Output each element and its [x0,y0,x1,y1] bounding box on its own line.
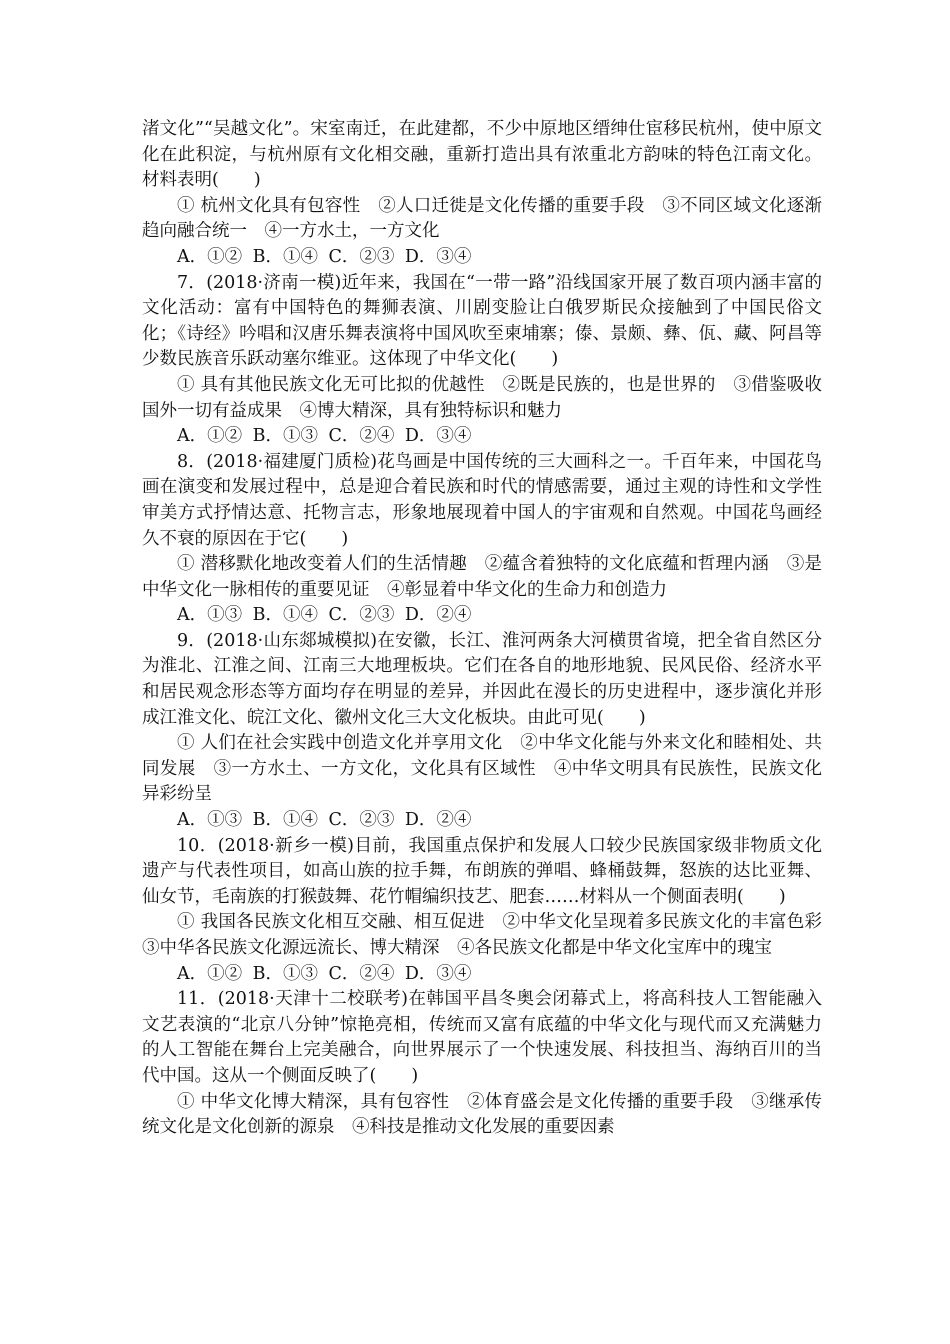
q6-choice-a: A．①② [177,246,243,267]
q9-choice-b: B．①④ [252,810,319,831]
q11-stem: 11．(2018·天津十二校联考)在韩国平昌冬奥会闭幕式上，将高科技人工智能融入文艺表演的“北京八分钟”惊艳亮相，传统而又富有底蕴的中华文化与现代而又充满魅力的人工智能在舞台上完美融合，向世界展示了一个快速发展、科技担当、海纳百川的当代中国。这从一个侧面反映了( ) [142,989,822,1086]
q9-choice-d: D．②④ [404,810,472,831]
q10-choice-a: A．①② [177,963,243,984]
q6-stem-tail: 渚文化”“吴越文化”。宋室南迁，在此建都，不少中原地区缙绅仕宦移民杭州，使中原文化在此积淀，与杭州原有文化相交融，重新打造出具有浓重北方韵味的特色江南文化。材料表明( ) [142,119,822,191]
q6-answer-choices [142,245,822,271]
q7-choice-c: C．②④ [328,426,395,447]
q8-choice-b: B．①④ [252,605,319,626]
q6-choice-d: D．③④ [404,246,472,267]
q6-options: ① 杭州文化具有包容性 ②人口迁徙是文化传播的重要手段 ③不同区域文化逐渐趋向融合统一 ④一方水土，一方文化 [142,195,822,242]
q8-choice-d: D．②④ [404,605,472,626]
q6-choice-b: B．①④ [252,246,319,267]
q10-choice-c: C．②④ [328,963,395,984]
q9-answer-choices [142,808,822,834]
q9-stem: 9．(2018·山东郯城模拟)在安徽，长江、淮河两条大河横贯省境，把全省自然区分为淮北、江淮之间、江南三大地理板块。它们在各自的地形地貌、民风民俗、经济水平和居民观念形态等方面均存在明显的差异，并因此在漫长的历史进程中，逐步演化并形成江淮文化、皖江文化、徽州文化三大文化板块。由此可见( ) [142,630,822,728]
q8-choice-c: C．②③ [328,605,395,626]
q9-options: ① 人们在社会实践中创造文化并享用文化 ②中华文化能与外来文化和睦相处、共同发展 ③一方水土、一方文化，文化具有区域性 ④中华文明具有民族性，民族文化异彩纷呈 [142,733,822,805]
q10-options: ① 我国各民族文化相互交融、相互促进 ②中华文化呈现着多民族文化的丰富色彩 ③中华各民族文化源远流长、博大精深 ④各民族文化都是中华文化宝库中的瑰宝 [142,912,840,958]
q9-choice-c: C．②③ [328,810,395,831]
q7-options: ① 具有其他民族文化无可比拟的优越性 ②既是民族的，也是世界的 ③借鉴吸收国外一切有益成果 ④博大精深，具有独特标识和魅力 [142,374,822,421]
q7-choice-b: B．①③ [252,426,319,447]
q9-choice-a: A．①③ [177,810,243,831]
q10-choice-b: B．①③ [252,963,319,984]
q8-answer-choices [142,603,822,629]
q7-answer-choices [142,424,822,450]
q11-options: ① 中华文化博大精深，具有包容性 ②体育盛会是文化传播的重要手段 ③继承传统文化是文化创新的源泉 ④科技是推动文化发展的重要因素 [142,1091,822,1138]
exam-page [142,117,840,1141]
q10-stem: 10．(2018·新乡一模)目前，我国重点保护和发展人口较少民族国家级非物质文化遗产与代表性项目，如高山族的拉手舞，布朗族的弹唱、蜂桶鼓舞，怒族的达比亚舞、仙女节，毛南族的打猴鼓舞、花竹帽编织技艺、肥套……材料从一个侧面表明( ) [142,835,822,907]
q7-stem: 7．(2018·济南一模)近年来，我国在“一带一路”沿线国家开展了数百项内涵丰富的文化活动：富有中国特色的舞狮表演、川剧变脸让白俄罗斯民众接触到了中国民俗文化；《诗经》吟唱和汉唐乐舞表演将中国风吹至柬埔寨；傣、景颇、彝、佤、藏、阿昌等少数民族音乐跃动塞尔维亚。这体现了中华文化( ) [142,272,822,370]
q8-options: ① 潜移默化地改变着人们的生活情趣 ②蕴含着独特的文化底蕴和哲理内涵 ③是中华文化一脉相传的重要见证 ④彰显着中华文化的生命力和创造力 [142,554,822,600]
q6-choice-c: C．②③ [328,246,395,267]
q10-choice-d: D．③④ [404,963,472,984]
q7-choice-a: A．①② [177,426,243,447]
q8-choice-a: A．①③ [177,605,243,626]
q10-answer-choices [142,962,822,988]
q7-choice-d: D．③④ [404,426,472,447]
q8-stem: 8．(2018·福建厦门质检)花鸟画是中国传统的三大画科之一。千百年来，中国花鸟画在演变和发展过程中，总是迎合着民族和时代的情感需要，通过主观的诗性和文学性审美方式抒情达意、托物言志，形象地展现着中国人的宇宙观和自然观。中国花鸟画经久不衰的原因在于它( ) [142,451,822,549]
